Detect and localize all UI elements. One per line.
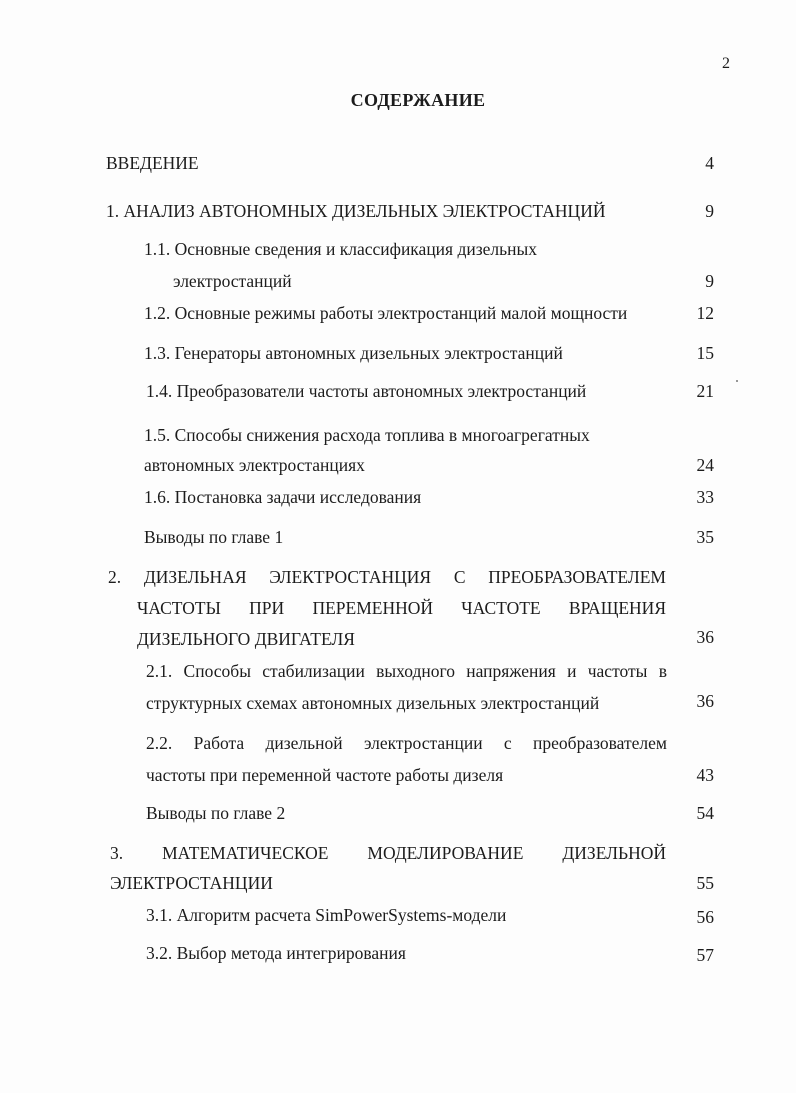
toc-conclusions-2: Выводы по главе 2	[146, 803, 286, 823]
toc-ch2-line2: ЧАСТОТЫ ПРИ ПЕРЕМЕННОЙ ЧАСТОТЕ ВРАЩЕНИЯ	[137, 598, 666, 618]
scan-speck	[736, 380, 738, 382]
toc-s1-1-line1: 1.1. Основные сведения и классификация дизельных	[144, 239, 538, 259]
toc-s1-3-text: 1.3. Генераторы автономных дизельных электростанций	[144, 343, 563, 363]
toc-s2-2-line2: частоты при переменной частоте работы дизеля	[146, 765, 504, 785]
toc-intro-page: 4	[705, 153, 714, 173]
page-number: 2	[722, 55, 730, 72]
toc-s1-1-page: 9	[705, 271, 714, 291]
toc-conclusions-1-page: 35	[696, 527, 714, 547]
toc-s3-1-text: 3.1. Алгоритм расчета SimPowerSystems-модели	[146, 905, 507, 925]
toc-ch1-text: 1. АНАЛИЗ АВТОНОМНЫХ ДИЗЕЛЬНЫХ ЭЛЕКТРОСТАНЦИЙ	[106, 201, 606, 221]
toc-ch3-line2: ЭЛЕКТРОСТАНЦИИ	[110, 873, 273, 893]
toc-s1-5-page: 24	[696, 455, 714, 475]
toc-title: СОДЕРЖАНИЕ	[350, 90, 486, 110]
toc-s2-1-page: 36	[696, 691, 714, 711]
toc-intro-text: ВВЕДЕНИЕ	[106, 153, 199, 173]
toc-s1-6-page: 33	[696, 487, 714, 507]
toc-s1-1-line2: электростанций	[173, 271, 292, 291]
toc-s1-4-page: 21	[696, 381, 714, 401]
toc-s2-1-line2: структурных схемах автономных дизельных электростанций	[146, 693, 600, 713]
toc-s1-6-text: 1.6. Постановка задачи исследования	[144, 487, 422, 507]
toc-ch2-line1: 2. ДИЗЕЛЬНАЯ ЭЛЕКТРОСТАНЦИЯ С ПРЕОБРАЗОВАТЕЛЕМ	[108, 567, 666, 587]
toc-s3-1-page: 56	[696, 907, 714, 927]
toc-s1-5-line1: 1.5. Способы снижения расхода топлива в многоагрегатных	[144, 425, 590, 445]
toc-s1-2-text: 1.2. Основные режимы работы электростанций малой мощности	[144, 303, 628, 323]
toc-conclusions-2-page: 54	[696, 803, 714, 823]
toc-s1-5-line2: автономных электростанциях	[144, 455, 365, 475]
toc-s2-2-page: 43	[696, 765, 714, 785]
toc-s3-2-page: 57	[696, 945, 714, 965]
toc-conclusions-1: Выводы по главе 1	[144, 527, 284, 547]
toc-ch1-page: 9	[705, 201, 714, 221]
toc-s2-2-line1: 2.2. Работа дизельной электростанции с преобразователем	[146, 733, 667, 753]
toc-s2-1-line1: 2.1. Способы стабилизации выходного напряжения и частоты в	[146, 661, 667, 681]
toc-s1-2-page: 12	[696, 303, 714, 323]
toc-ch2-page: 36	[696, 627, 714, 647]
toc-s1-4-text: 1.4. Преобразователи частоты автономных электростанций	[146, 381, 587, 401]
toc-s1-3-page: 15	[696, 343, 714, 363]
toc-ch2-line3: ДИЗЕЛЬНОГО ДВИГАТЕЛЯ	[137, 629, 355, 649]
toc-ch3-line1: 3. МАТЕМАТИЧЕСКОЕ МОДЕЛИРОВАНИЕ ДИЗЕЛЬНОЙ	[110, 843, 666, 863]
toc-ch3-page: 55	[696, 873, 714, 893]
toc-s3-2-text: 3.2. Выбор метода интегрирования	[146, 943, 406, 963]
